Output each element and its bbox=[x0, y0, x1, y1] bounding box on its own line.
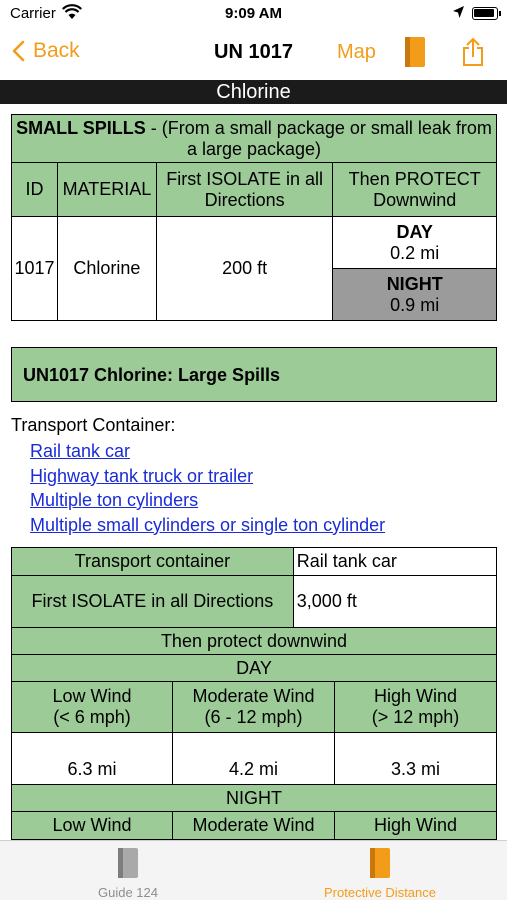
day-section-label: DAY bbox=[12, 655, 497, 682]
small-spills-table bbox=[11, 114, 497, 321]
header-isolate: First ISOLATE in all Directions bbox=[156, 163, 332, 217]
battery-icon bbox=[472, 7, 498, 20]
map-button[interactable]: Map bbox=[337, 41, 376, 63]
content-area[interactable] bbox=[0, 104, 507, 840]
header-id: ID bbox=[12, 163, 58, 217]
day-high-wind-value: 3.3 mi bbox=[335, 733, 497, 785]
link-small-cylinders[interactable]: Multiple small cylinders or single ton cylinder bbox=[30, 514, 386, 535]
transport-container-cell-label: Transport container bbox=[12, 548, 294, 576]
tab-guide[interactable] bbox=[48, 847, 208, 900]
share-icon[interactable] bbox=[461, 37, 485, 67]
guide-book-icon[interactable] bbox=[403, 36, 427, 68]
day-low-wind-header: Low Wind (< 6 mph) bbox=[12, 682, 173, 733]
protect-downwind-label: Then protect downwind bbox=[12, 628, 497, 655]
day-high-wind-header: High Wind (> 12 mph) bbox=[335, 682, 497, 733]
back-button[interactable] bbox=[12, 39, 80, 63]
page-title: UN 1017 bbox=[214, 41, 293, 63]
transport-container-cell-value: Rail tank car bbox=[293, 548, 496, 576]
night-high-wind-header: High Wind bbox=[335, 812, 497, 840]
header-protect: Then PROTECT Downwind bbox=[333, 163, 497, 217]
chevron-left-icon bbox=[12, 40, 25, 62]
navigation-bar bbox=[0, 28, 507, 78]
transport-links bbox=[30, 439, 385, 537]
night-label: NIGHT bbox=[386, 273, 443, 294]
night-section-label: NIGHT bbox=[12, 785, 497, 812]
small-spills-title: SMALL SPILLS - (From a small package or small leak from a large package) bbox=[12, 115, 497, 163]
night-value: 0.9 mi bbox=[390, 294, 440, 315]
link-highway-tank-truck[interactable]: Highway tank truck or trailer bbox=[30, 465, 254, 486]
back-label: Back bbox=[33, 39, 80, 62]
day-value: 0.2 mi bbox=[390, 242, 440, 263]
day-moderate-wind-header: Moderate Wind (6 - 12 mph) bbox=[173, 682, 335, 733]
location-arrow-icon bbox=[452, 5, 465, 19]
isolate-cell-value: 3,000 ft bbox=[293, 576, 496, 628]
tab-protective-distance-label: Protective Distance bbox=[324, 885, 436, 900]
link-rail-tank-car[interactable]: Rail tank car bbox=[30, 441, 131, 461]
status-bar bbox=[0, 0, 507, 28]
chemical-name-header: Chlorine bbox=[0, 80, 507, 104]
header-material: MATERIAL bbox=[57, 163, 156, 217]
link-multiple-ton-cylinders[interactable]: Multiple ton cylinders bbox=[30, 490, 199, 510]
cell-night bbox=[333, 269, 497, 321]
large-spills-header: UN1017 Chlorine: Large Spills bbox=[11, 347, 497, 402]
carrier-label: Carrier bbox=[10, 5, 56, 22]
protective-distance-book-icon bbox=[368, 847, 392, 879]
tab-bar bbox=[0, 840, 507, 900]
large-spills-table bbox=[11, 547, 497, 840]
clock: 9:09 AM bbox=[225, 5, 282, 22]
day-label: DAY bbox=[396, 221, 433, 242]
cell-day bbox=[333, 217, 497, 269]
tab-guide-label: Guide 124 bbox=[98, 885, 158, 900]
cell-material: Chlorine bbox=[57, 217, 156, 321]
night-moderate-wind-header: Moderate Wind bbox=[173, 812, 335, 840]
tab-protective-distance[interactable] bbox=[300, 847, 460, 900]
day-moderate-wind-value: 4.2 mi bbox=[173, 733, 335, 785]
transport-container-label: Transport Container: bbox=[11, 415, 176, 435]
isolate-cell-label: First ISOLATE in all Directions bbox=[12, 576, 294, 628]
guide-book-gray-icon bbox=[116, 847, 140, 879]
cell-id: 1017 bbox=[12, 217, 58, 321]
night-low-wind-header: Low Wind bbox=[12, 812, 173, 840]
cell-isolate: 200 ft bbox=[156, 217, 332, 321]
day-low-wind-value: 6.3 mi bbox=[12, 733, 173, 785]
